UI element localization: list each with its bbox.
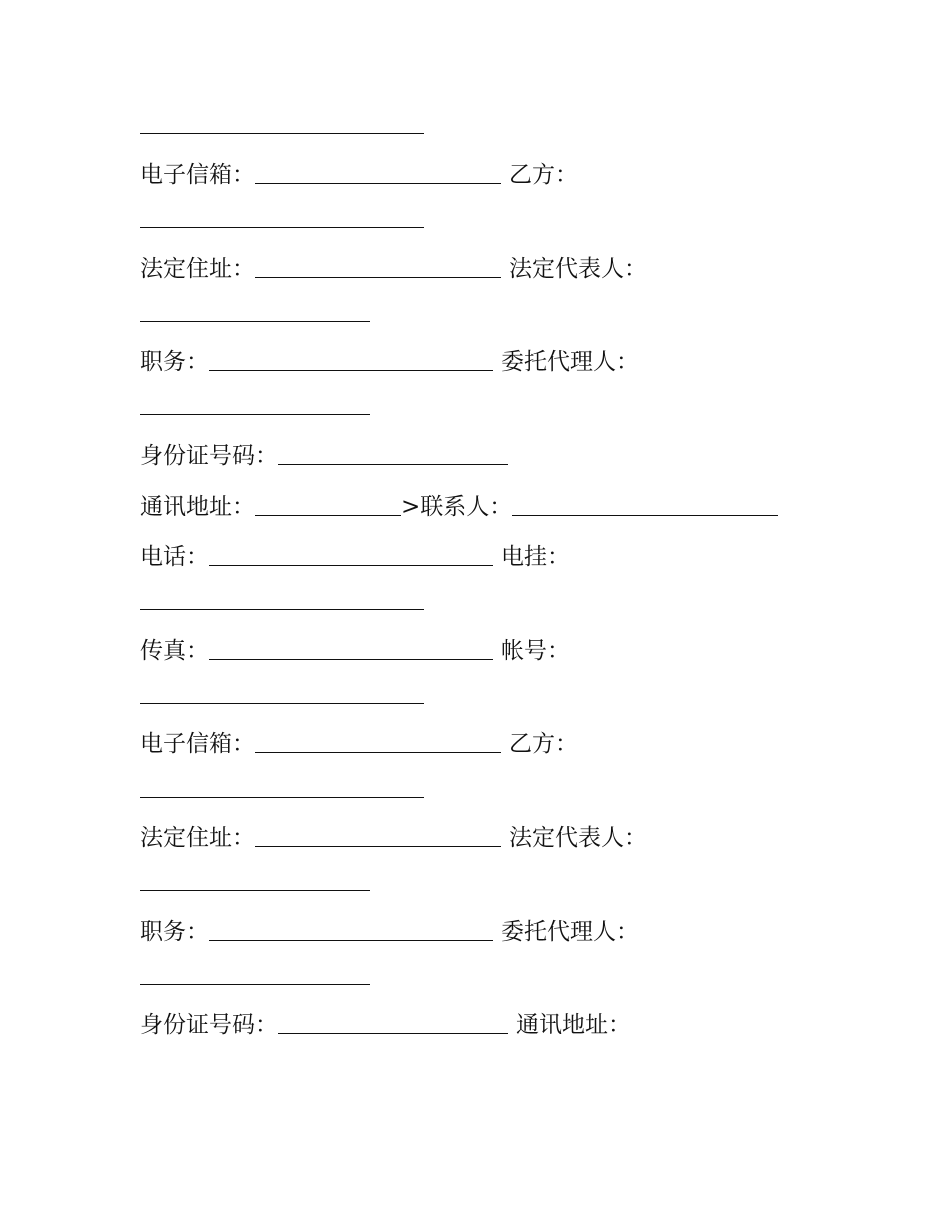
telegraph-label: 电挂： [501,544,570,570]
form-line-9 [140,488,778,522]
email-label-2: 电子信箱： [140,731,255,757]
agent-label-2: 委托代理人： [501,919,639,945]
contact-label: >联系人： [401,494,513,520]
account-label: 帐号： [501,638,570,664]
id-number-label-2: 身份证号码： [140,1012,278,1038]
party-b-label-2: 乙方： [509,731,578,757]
blank-field[interactable] [140,109,424,134]
form-line-14 [140,725,578,759]
form-line-13 [140,676,424,710]
form-line-5 [140,294,370,328]
mailing-address-label-2: 通讯地址： [516,1012,631,1038]
phone-field[interactable] [209,541,493,566]
form-line-7 [140,387,370,421]
email-field-2[interactable] [255,728,501,753]
form-line-16 [140,819,647,853]
form-line-8 [140,437,508,471]
legal-address-field-2[interactable] [255,822,501,847]
id-number-field[interactable] [278,440,508,465]
form-line-11 [140,582,424,616]
form-line-15 [140,770,424,804]
email-label: 电子信箱： [140,162,255,188]
legal-representative-field[interactable] [140,297,370,322]
id-number-label: 身份证号码： [140,443,278,469]
legal-representative-label: 法定代表人： [509,256,647,282]
phone-label: 电话： [140,544,209,570]
form-line-12 [140,632,570,666]
agent-label: 委托代理人： [501,349,639,375]
mailing-address-label: 通讯地址： [140,494,255,520]
form-line-20 [140,1006,631,1040]
form-line-18 [140,913,639,947]
account-field[interactable] [140,679,424,704]
email-field[interactable] [255,159,501,184]
fax-field[interactable] [209,635,493,660]
telegraph-field[interactable] [140,585,424,610]
form-line-3 [140,200,424,234]
form-line-2 [140,156,578,190]
form-line-6 [140,343,639,377]
legal-address-field[interactable] [255,253,501,278]
position-field-2[interactable] [209,916,493,941]
form-line-4 [140,250,647,284]
agent-field[interactable] [140,390,370,415]
form-line-19 [140,957,370,991]
form-line-17 [140,863,370,897]
form-line-1 [140,106,424,140]
position-label-2: 职务： [140,919,209,945]
legal-representative-label-2: 法定代表人： [509,825,647,851]
form-line-10 [140,538,570,572]
id-number-field-2[interactable] [278,1009,508,1034]
party-b-label: 乙方： [509,162,578,188]
mailing-address-field[interactable] [255,491,401,516]
position-label: 职务： [140,349,209,375]
agent-field-2[interactable] [140,960,370,985]
legal-address-label: 法定住址： [140,256,255,282]
party-b-field[interactable] [140,203,424,228]
contact-field[interactable] [512,491,778,516]
legal-address-label-2: 法定住址： [140,825,255,851]
fax-label: 传真： [140,638,209,664]
legal-representative-field-2[interactable] [140,866,370,891]
party-b-field-2[interactable] [140,773,424,798]
position-field[interactable] [209,346,493,371]
